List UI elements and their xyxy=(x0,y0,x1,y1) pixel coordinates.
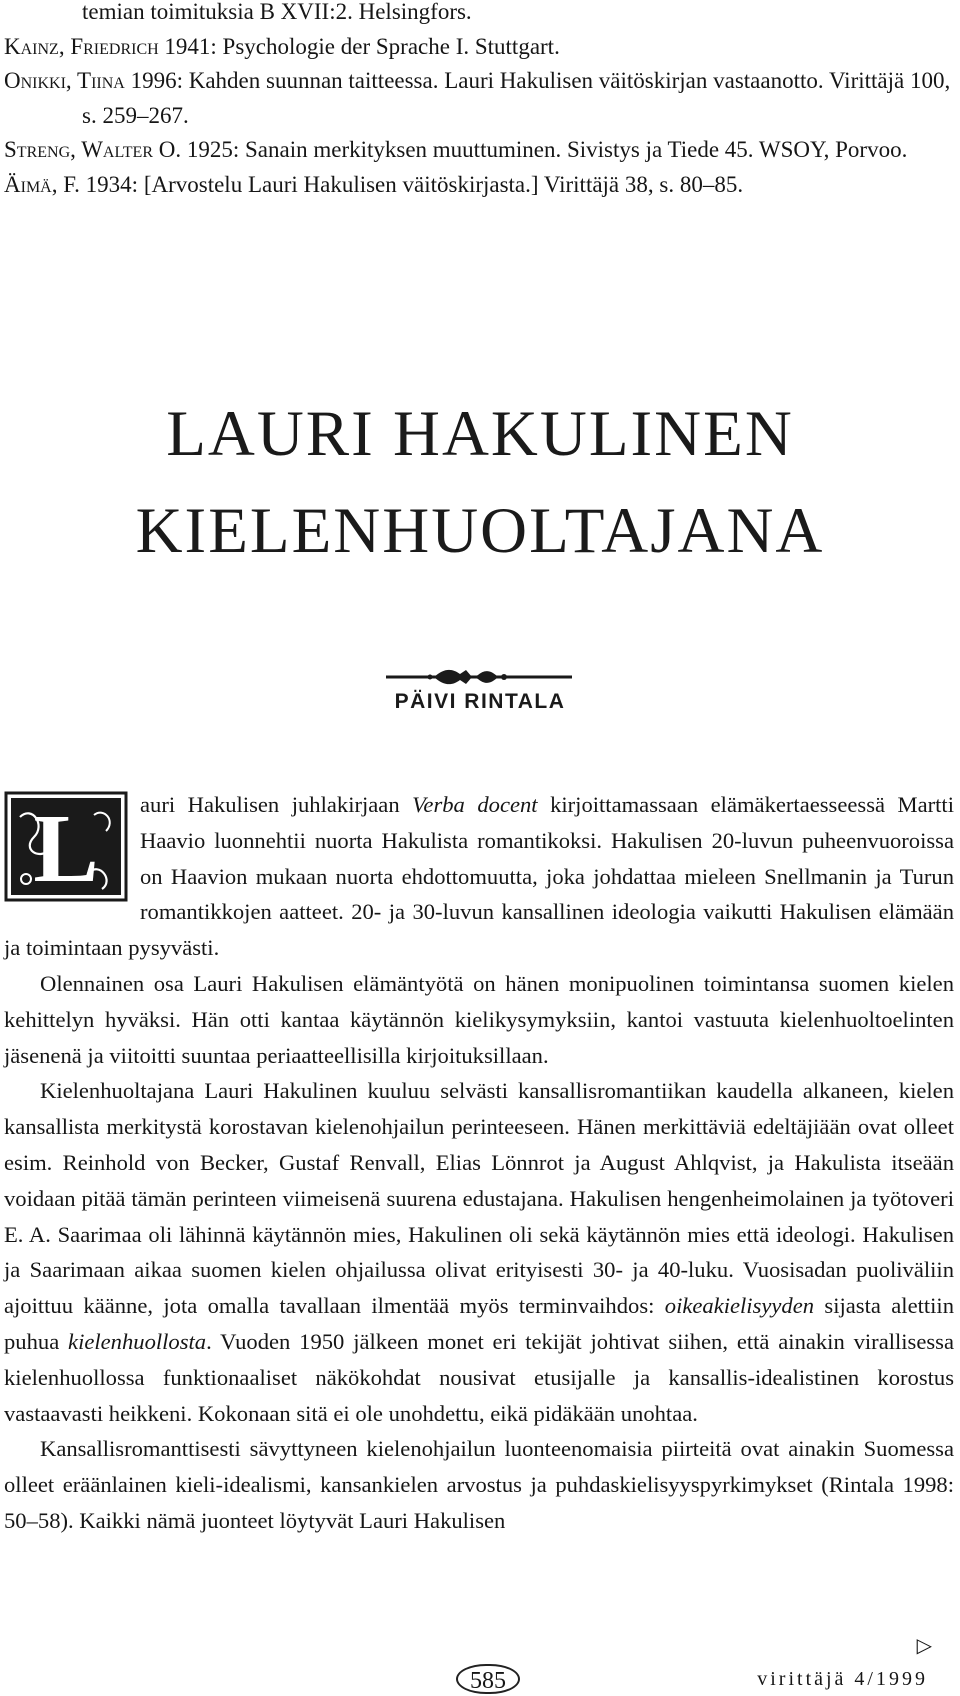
paragraph-text: . Vuoden 1950 jälkeen monet eri tekijät johtivat siihen, että ainakin virallisessa kielenhuollossa funktionaaliset näkökohdat nousivat etusijalle ja kansallis-idealistinen korostus vastaavasti heikkeni. Kokonaan sitä ei ole unohdettu, eikä pidäkään unohtaa. xyxy=(4,1328,954,1426)
reference-author: Äimä xyxy=(4,171,52,197)
emphasized-term: kielenhuollosta xyxy=(68,1328,207,1354)
paragraph-text: Olennainen osa Lauri Hakulisen elämäntyötä on hänen monipuolinen toimintansa suomen kielen kehittelyn hyväksi. Hän otti kantaa käytännön kielikysymyksiin, kantoi vastuuta kielenhuoltoelinten jäsenenä ja viitoitti suuntaa periaatteellisilla kirjoituksillaan. xyxy=(4,970,954,1068)
page-number: 585 xyxy=(456,1664,520,1694)
reference-entry xyxy=(4,168,954,203)
article-title-line-1: LAURI HAKULINEN xyxy=(166,398,794,470)
continue-arrow-icon: ▷ xyxy=(916,1633,932,1657)
paragraph xyxy=(4,1431,954,1538)
reference-entry xyxy=(4,30,954,65)
journal-issue: virittäjä 4/1999 xyxy=(757,1668,928,1690)
paragraph xyxy=(4,966,954,1073)
paragraph-text: Kansallisromanttisesti sävyttyneen kielenohjailun luonteenomaisia piirteitä ovat ainakin Suomessa olleet eräänlainen kieli-idealismi, kansankielen arvostus ja puhdaskielisyyspyrkimykset (Rintala 1998: 50–58). Kaikki nämä juonteet löytyvät Lauri Hakulisen xyxy=(4,1436,954,1533)
article-author: PÄIVI RINTALA xyxy=(394,690,566,713)
paragraph-text: sijasta alettiin puhua xyxy=(4,1293,955,1354)
reference-author: Streng, Walter xyxy=(4,137,153,162)
emphasized-term: oikeakielisyyden xyxy=(664,1293,815,1319)
reference-entry xyxy=(4,64,954,133)
reference-text: 1996: Kahden suunnan taitteessa. Lauri Hakulisen väitöskirjan vastaanotto. Virittäjä 100, s. 259–267. xyxy=(82,68,951,128)
paragraph-text: Kielenhuoltajana Lauri Hakulinen kuuluu selvästi kansallisromantiikan kaudella alkaneen, kielen kansallista merkitystä korostavan kielenohjailun perinteeseen. Hänen merkittäviä edeltäjiään ovat olleet esim. Reinhold von Becker, Gustaf Renvall, Elias Lönnrot ja August Ahlqvist, ja Hakulista itseään voidaan pitää tämän perinteen viimeisenä suurena edustajana. Hakulisen hengenheimolainen ja työtoveri E. A. Saarimaa oli lähinnä käytännön mies, Hakulinen oli sekä käytännön mies että ideologi. Hakulisen ja Saarimaan aikaa suomen kielen ohjailussa olivat erityisesti 30- ja 40-luku. Vuosisadan puoliväliin ajoittuu käänne, jota omalla tavallaan ilmentää myös terminvaihdos: xyxy=(4,1078,954,1319)
reference-text: 1941: Psychologie der Sprache I. Stuttgart. xyxy=(158,33,560,59)
paragraph-text: auri Hakulisen juhlakirjaan xyxy=(140,792,413,817)
reference-entry xyxy=(4,133,954,168)
reference-text: O. 1925: Sanain merkityksen muuttuminen. Sivistys ja Tiede 45. WSOY, Porvoo. xyxy=(153,137,908,162)
paragraph xyxy=(4,1073,954,1431)
book-title: Verba docent xyxy=(412,792,538,817)
reference-list xyxy=(4,0,954,202)
reference-author: Kainz, Friedrich xyxy=(4,33,159,59)
reference-text: temian toimituksia B XVII:2. Helsingfors. xyxy=(82,0,472,24)
reference-entry xyxy=(4,0,954,30)
decorative-initial-l-icon xyxy=(4,791,128,902)
reference-author: Onikki, Tiina xyxy=(4,68,125,93)
article-body xyxy=(4,787,954,1539)
dropcap-letter: L xyxy=(33,795,99,902)
paragraph-text: kirjoittamassaan elämäkertaesseessä Martti Haavio luonnehtii nuorta Hakulista romantikoksi. Hakulisen 20-luvun puheenvuoroissa on Haavion mukaan nuorta ehdottomuutta, joka johdattaa mieleen Snellmanin ja Turun romantikkojen aatteet. 20- ja 30-luvun kansallinen ideologia vaikutti Hakulisen elämään ja toimintaan pysyvästi. xyxy=(4,792,954,961)
paragraph xyxy=(4,787,954,966)
ornament-divider-icon xyxy=(386,664,572,690)
article-title-line-2: KIELENHUOLTAJANA xyxy=(135,495,825,567)
reference-text: , F. 1934: [Arvostelu Lauri Hakulisen väitöskirjasta.] Virittäjä 38, s. 80–85. xyxy=(51,171,744,197)
